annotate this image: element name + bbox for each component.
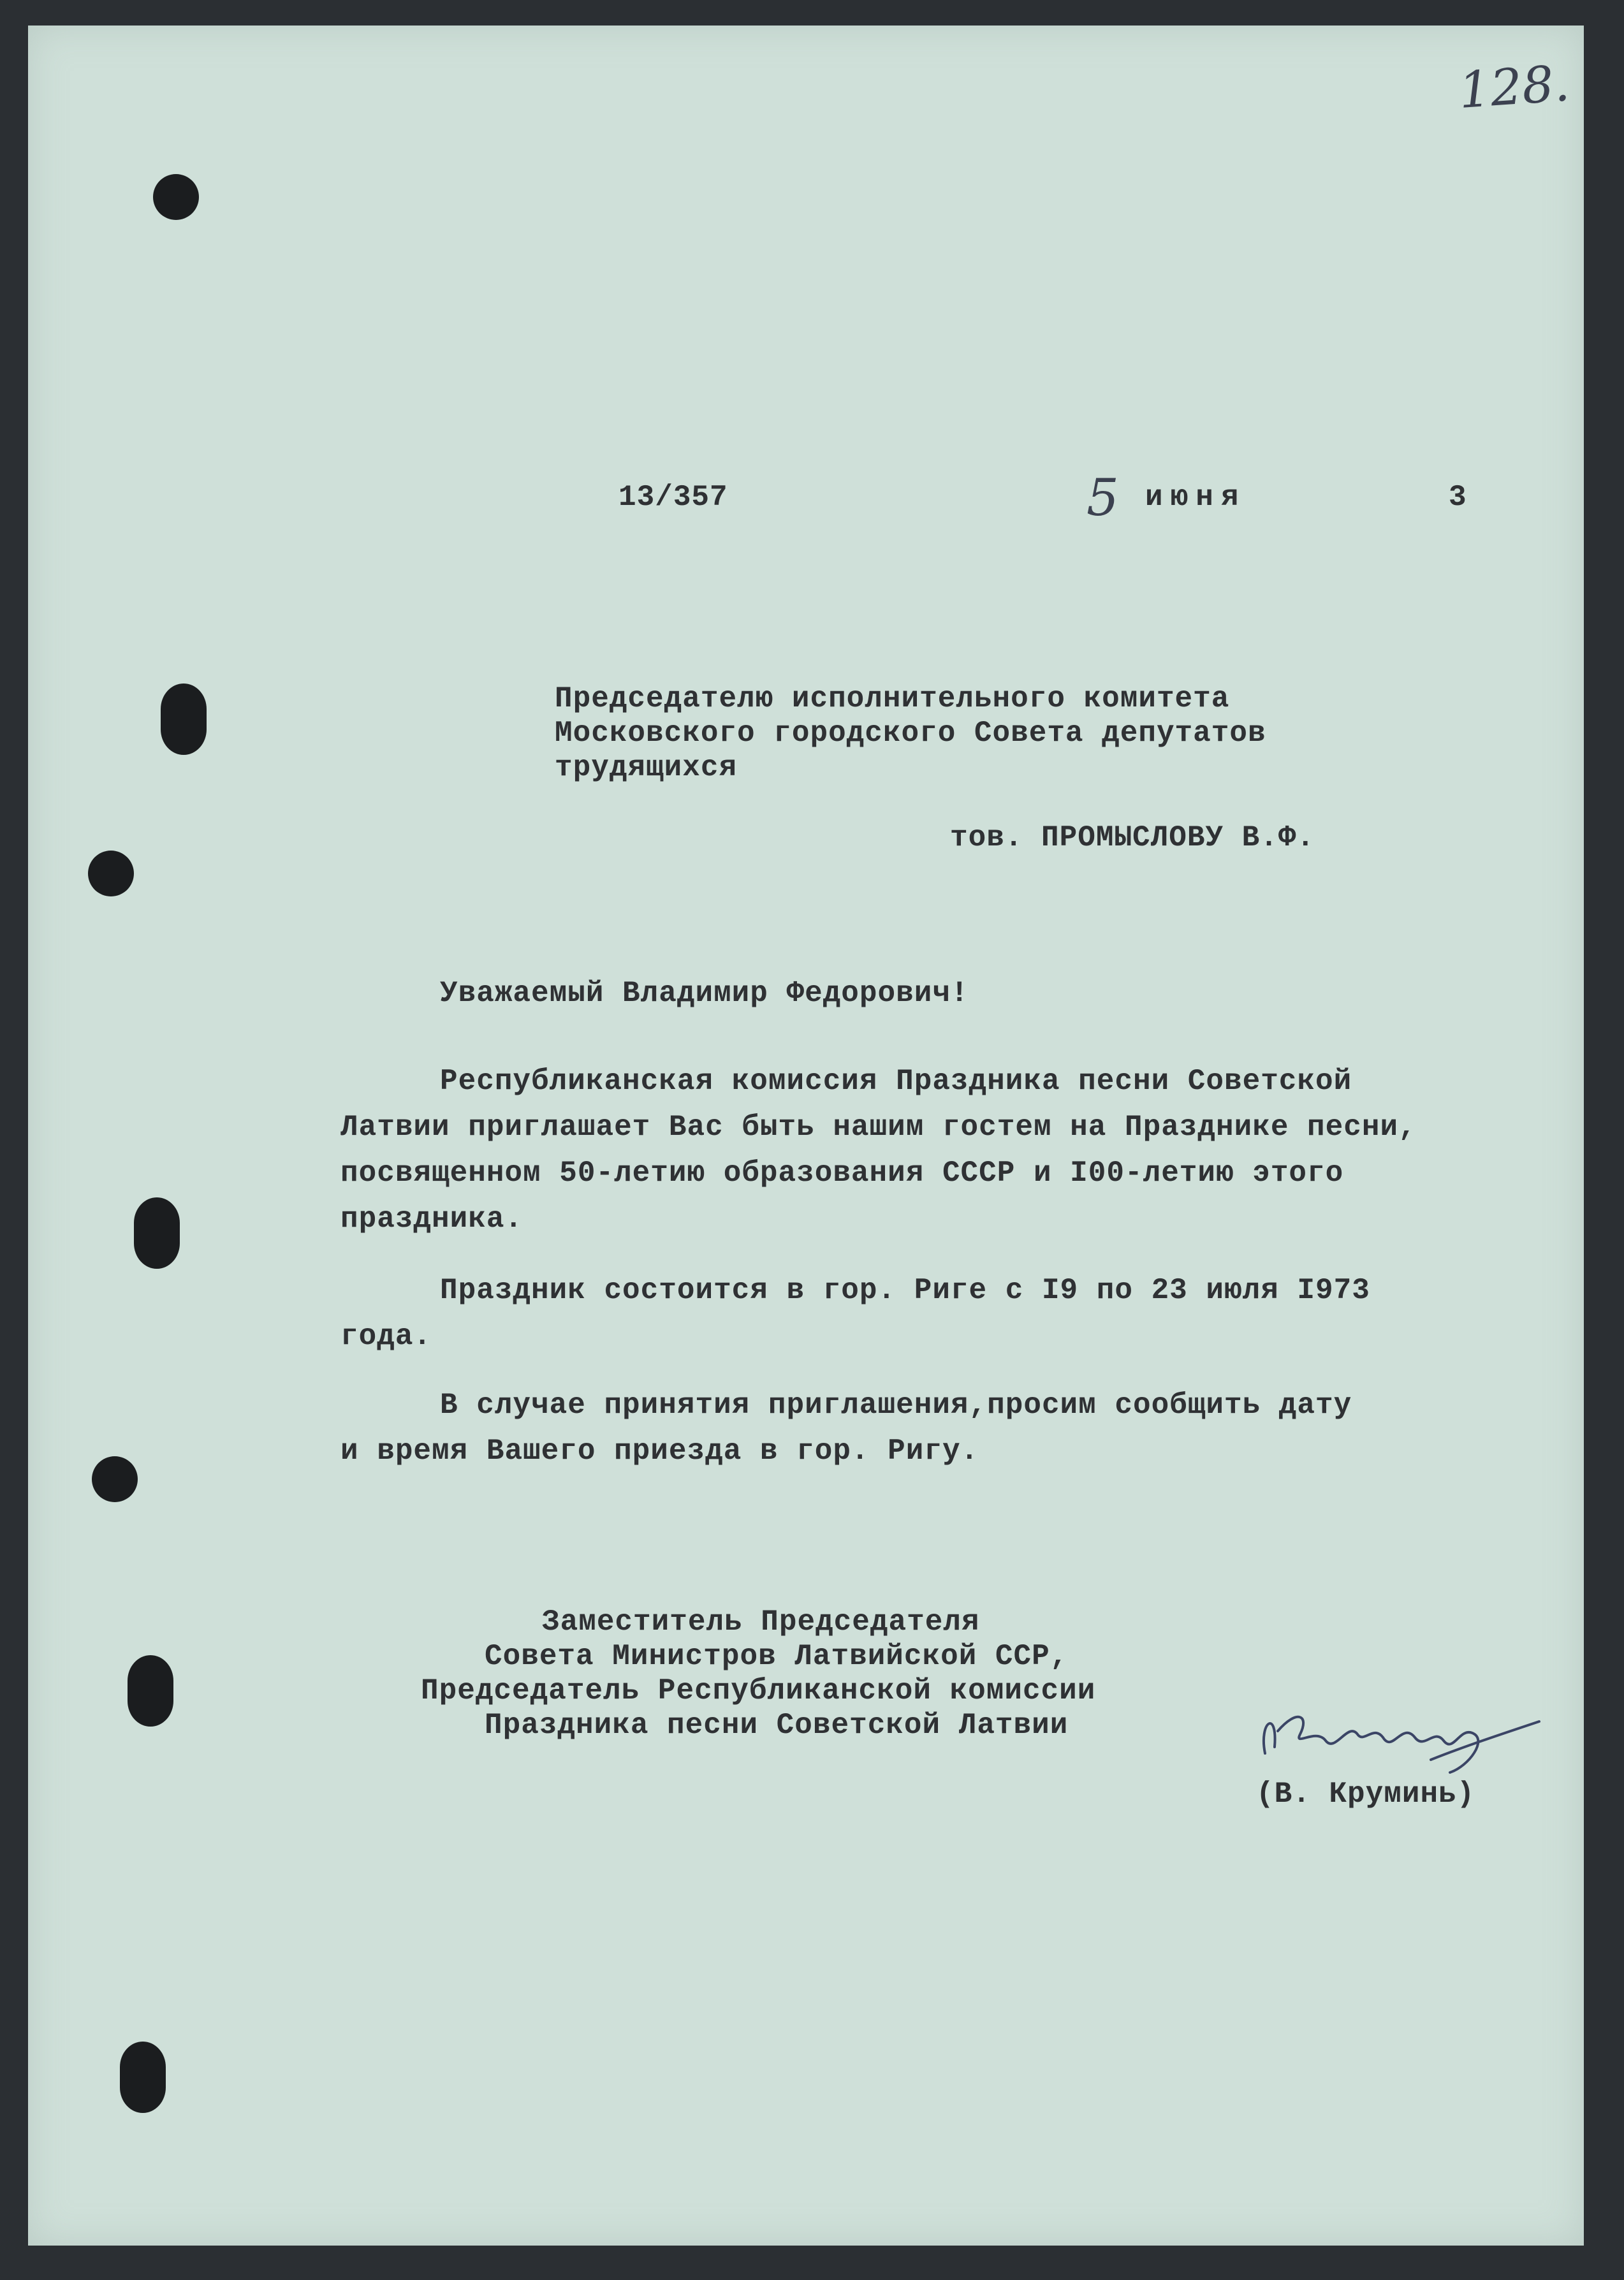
punch-hole: [120, 2042, 166, 2113]
body-line: года.: [340, 1320, 432, 1353]
body-line: посвященном 50-летию образования СССР и I00-летию этого: [340, 1157, 1344, 1190]
punch-hole: [128, 1655, 173, 1727]
date-month: июня: [1145, 481, 1247, 514]
signature-title-line: Праздника песни Советской Латвии: [485, 1709, 1069, 1742]
handwritten-day: 5: [1086, 468, 1119, 527]
body-line: Республиканская комиссия Праздника песни Советской: [440, 1065, 1352, 1098]
addressee-line: Московского городского Совета депутатов: [555, 717, 1266, 750]
addressee-line: трудящихся: [555, 751, 738, 784]
body-line: Праздник состоится в гор. Риге с I9 по 23 июля I973: [440, 1274, 1370, 1307]
addressee-name: тов. ПРОМЫСЛОВУ В.Ф.: [950, 821, 1315, 854]
signature-title-line: Совета Министров Латвийской ССР,: [485, 1640, 1069, 1673]
date-year: 3: [1449, 481, 1467, 514]
punch-hole: [88, 851, 134, 896]
addressee-line: Председателю исполнительного комитета: [555, 682, 1230, 715]
page-number: 128.: [1457, 55, 1572, 120]
handwritten-signature: [1240, 1683, 1571, 1785]
punch-hole: [161, 683, 207, 755]
punch-hole: [134, 1197, 180, 1269]
body-line: В случае принятия приглашения,просим сообщить дату: [440, 1389, 1352, 1422]
punch-hole: [153, 174, 199, 220]
registration-number: 13/357: [618, 481, 728, 514]
body-line: и время Вашего приезда в гор. Ригу.: [340, 1435, 979, 1468]
salutation: Уважаемый Владимир Федорович!: [440, 977, 969, 1010]
signature-title-line: Заместитель Председателя: [542, 1605, 980, 1639]
signer-name: (В. Круминь): [1256, 1778, 1475, 1811]
punch-hole: [92, 1456, 138, 1502]
signature-title-line: Председатель Республиканской комиссии: [421, 1674, 1096, 1707]
body-line: праздника.: [340, 1202, 523, 1236]
body-line: Латвии приглашает Вас быть нашим гостем на Празднике песни,: [340, 1111, 1417, 1144]
document-page: [28, 26, 1584, 2246]
